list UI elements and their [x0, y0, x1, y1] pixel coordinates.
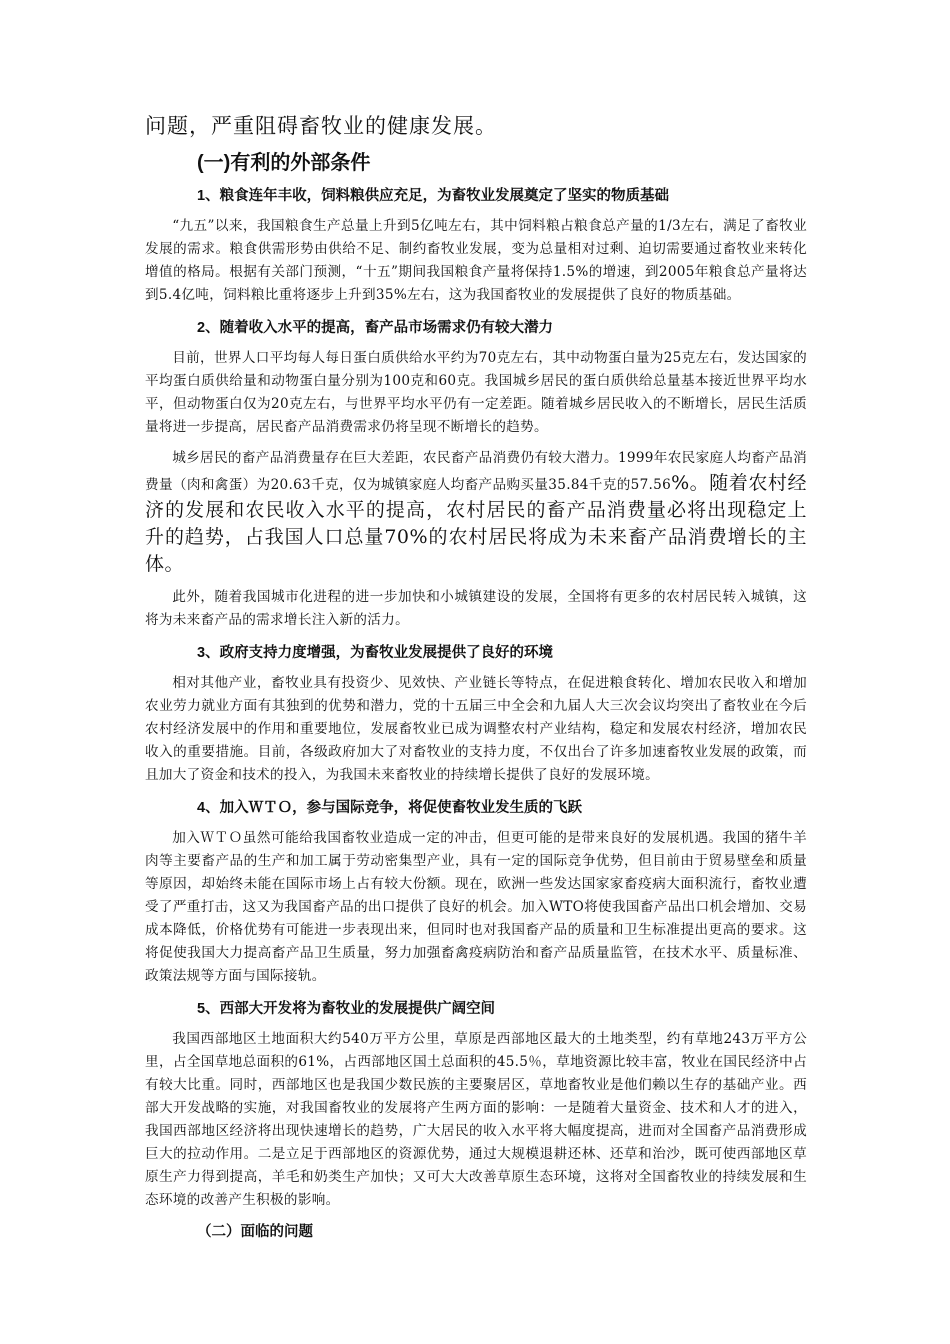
item-1-heading: 1、粮食连年丰收，饲料粮供应充足，为畜牧业发展奠定了坚实的物质基础 — [197, 188, 670, 204]
item-4-heading: 4、加入ＷＴＯ，参与国际竞争，将促使畜牧业发生质的飞跃 — [197, 800, 583, 816]
mixed-large-text: %。随着农村经济的发展和农民收入水平的提高，农村居民的畜产品消费量必将出现稳定上升的趋势，占我国人口总量70%的农村居民将成为未来畜产品消费增长的主体。 — [145, 472, 807, 575]
item-2-extra-paragraph: 此外，随着我国城市化进程的进一步加快和小城镇建设的发展，全国将有更多的农村居民转入城镇，这将为未来畜产品的需求增长注入新的活力。 — [145, 589, 807, 628]
item-5-paragraph: 我国西部地区土地面积大约540万平方公里，草原是西部地区最大的土地类型，约有草地243万平方公里，占全国草地总面积的61%，占西部地区国土总面积的45.5％，草地资源比较丰富，牧业在国民经济中占有较大比重。同时，西部地区也是我国少数民族的主要聚居区，草地畜牧业是他们赖以生存的基础产业。西部大开发战略的实施，对我国畜牧业的发展将产生两方面的影响：一是随着大量资金、技术和人才的进入，我国西部地区经济将出现快速增长的趋势，广大居民的收入水平将大幅度提高，进而对全国畜产品消费形成巨大的拉动作用。二是立足于西部地区的资源优势，通过大规模退耕还林、还草和治沙，既可使西部地区草原生产力得到提高，羊毛和奶类生产加快；又可大大改善草原生态环境，这将对全国畜牧业的持续发展和生态环境的改善产生积极的影响。 — [145, 1031, 807, 1208]
mixed-normal-text: 城乡居民的畜产品消费量存在巨大差距，农民畜产品消费仍有较大潜力。1999年农民家庭人均畜产品消费量（肉和禽蛋）为20.63千克，仅为城镇家庭人均畜产品购买量35.84千克的57.56 — [145, 450, 807, 493]
section-title-favorable: (一)有利的外部条件 — [197, 152, 371, 174]
item-2-paragraph: 目前，世界人口平均每人每日蛋白质供给水平约为70克左右，其中动物蛋白量为25克左右，发达国家的平均蛋白质供给量和动物蛋白量分别为100克和60克。我国城乡居民的蛋白质供给总量基本接近世界平均水平，但动物蛋白仅为20克左右，与世界平均水平仍有一定差距。随着城乡居民收入的不断增长，居民生活质量将进一步提高，居民畜产品消费需求仍将呈现不断增长的趋势。 — [145, 350, 807, 435]
item-2-mixed-paragraph — [145, 447, 807, 578]
item-3-heading: 3、政府支持力度增强，为畜牧业发展提供了良好的环境 — [197, 645, 554, 661]
section-title-problems: （二）面临的问题 — [197, 1224, 313, 1240]
item-5-heading: 5、西部大开发将为畜牧业的发展提供广阔空间 — [197, 1001, 496, 1017]
item-2-heading: 2、随着收入水平的提高，畜产品市场需求仍有较大潜力 — [197, 320, 554, 336]
continuation-text: 问题，严重阻碍畜牧业的健康发展。 — [145, 114, 497, 138]
item-3-paragraph: 相对其他产业，畜牧业具有投资少、见效快、产业链长等特点，在促进粮食转化、增加农民收入和增加农业劳力就业方面有其独到的优势和潜力，党的十五届三中全会和九届人大三次会议均突出了畜牧业在今后农村经济发展中的作用和重要地位，发展畜牧业已成为调整农村产业结构，稳定和发展农村经济，增加农民收入的重要措施。目前，各级政府加大了对畜牧业的支持力度，不仅出台了许多加速畜牧业发展的政策，而且加大了资金和技术的投入，为我国未来畜牧业的持续增长提供了良好的发展环境。 — [145, 675, 807, 783]
item-1-paragraph: “九五”以来，我国粮食生产总量上升到5亿吨左右，其中饲料粮占粮食总产量的1/3左右，满足了畜牧业发展的需求。粮食供需形势由供给不足、制约畜牧业发展，变为总量相对过剩、迫切需要通过畜牧业来转化增值的格局。根据有关部门预测，“十五”期间我国粮食产量将保持1.5%的增速，到2005年粮食总产量将达到5.4亿吨，饲料粮比重将逐步上升到35%左右，这为我国畜牧业的发展提供了良好的物质基础。 — [145, 218, 807, 303]
item-4-paragraph: 加入ＷＴＯ虽然可能给我国畜牧业造成一定的冲击，但更可能的是带来良好的发展机遇。我国的猪牛羊肉等主要畜产品的生产和加工属于劳动密集型产业，具有一定的国际竞争优势，但目前由于贸易壁垒和质量等原因，却始终未能在国际市场上占有较大份额。现在，欧洲一些发达国家家畜疫病大面积流行，畜牧业遭受了严重打击，这又为我国畜产品的出口提供了良好的机会。加入WTO将使我国畜产品出口机会增加、交易成本降低，价格优势有可能进一步表现出来，但同时也对我国畜产品的质量和卫生标准提出更高的要求。这将促使我国大力提高畜产品卫生质量，努力加强畜禽疫病防治和畜产品质量监管，在技术水平、质量标准、政策法规等方面与国际接轨。 — [145, 830, 807, 984]
document-page — [145, 110, 807, 1241]
